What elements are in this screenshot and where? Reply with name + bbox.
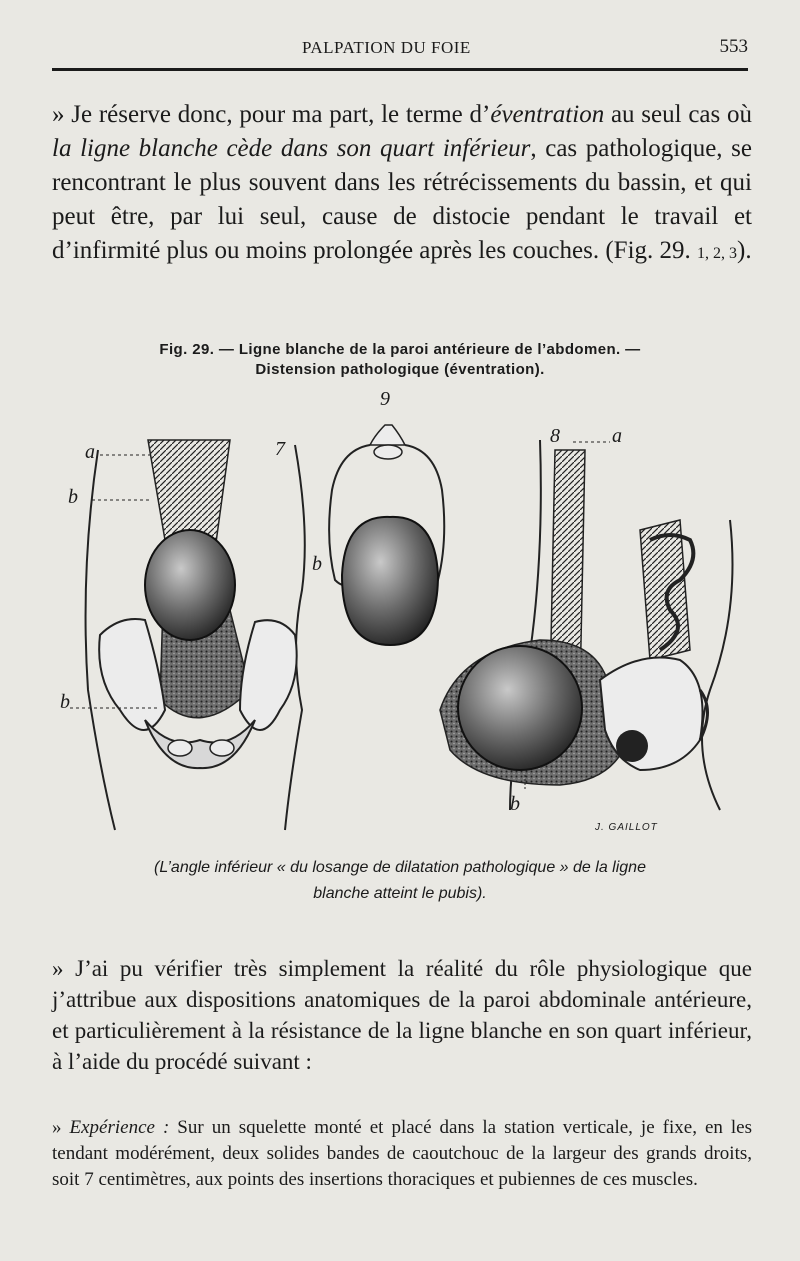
para1-end: ). bbox=[737, 237, 752, 264]
paragraph-experience bbox=[52, 1115, 752, 1193]
para3-quote: » bbox=[52, 1117, 70, 1138]
para3-em-experience: Expérience : bbox=[69, 1117, 170, 1138]
label-b-fig1-lower: b bbox=[60, 691, 70, 713]
label-a-fig1: a bbox=[85, 441, 95, 463]
para1-em-ligne: la ligne blanche cède dans son quart inférieur bbox=[52, 135, 531, 162]
figure-3-sagittal-view bbox=[440, 425, 733, 833]
para1-em-eventration: éventration bbox=[490, 101, 605, 128]
label-b-fig1-upper: b bbox=[68, 486, 78, 508]
engraver-signature: J. GAILLOT bbox=[595, 822, 658, 833]
figure-legend bbox=[50, 855, 750, 907]
figure-caption bbox=[60, 340, 740, 380]
label-b-fig3: b bbox=[510, 793, 520, 815]
anatomical-figure bbox=[40, 390, 760, 840]
figure-1-frontal-view bbox=[60, 438, 305, 830]
header-rule bbox=[52, 68, 748, 71]
paragraph-verification: » J’ai pu vérifier très simplement la réalité du rôle physiologique que j’attribue aux dispositions anatomiques de la paroi abdominale antérieure, et particulièrement à la résistance de la ligne blanche en son quart inférieur, à l’aide du procédé suivant : bbox=[52, 956, 752, 1074]
figure-caption-line2: Distension pathologique (éventration). bbox=[255, 361, 545, 378]
figure-illustration bbox=[40, 390, 760, 840]
figure-caption-line1: Fig. 29. — Ligne blanche de la paroi antérieure de l’abdomen. — bbox=[159, 341, 641, 358]
para1-post: , cas pathologique, se rencontrant le plus souvent dans les rétrécissements du bassin, et qui peut être, par lui seul, cause de distocie pendant le travail et d’infirmité plus ou moins prolongée après les couches. (Fig. 29. bbox=[52, 135, 753, 264]
paragraph-eventration bbox=[52, 98, 752, 271]
figure-legend-line2: blanche atteint le pubis). bbox=[313, 885, 487, 902]
label-8: 8 bbox=[550, 425, 560, 447]
figure-legend-line1: (L’angle inférieur « du losange de dilatation pathologique » de la ligne bbox=[154, 859, 646, 876]
label-a-fig3: a bbox=[612, 425, 622, 447]
figure-refs: 1, 2, 3 bbox=[697, 245, 738, 262]
page-number: 553 bbox=[719, 36, 748, 57]
label-9: 9 bbox=[380, 390, 390, 410]
label-7: 7 bbox=[275, 438, 285, 460]
figure-2-transverse-section bbox=[312, 390, 444, 645]
para3-text: Sur un squelette monté et placé dans la station verticale, je fixe, en les tendant modérément, deux solides bandes de caoutchouc de la largeur des grands droits, soit 7 centimètres, aux points des insertions thoraciques et pubiennes de ces muscles. bbox=[52, 1117, 752, 1190]
para1-mid: au seul cas où bbox=[604, 101, 752, 128]
page-header bbox=[52, 30, 748, 64]
para1-pre: » Je réserve donc, pour ma part, le terme d’ bbox=[52, 101, 491, 128]
label-b-fig2: b bbox=[312, 553, 322, 575]
running-head: PALPATION DU FOIE bbox=[302, 38, 471, 57]
